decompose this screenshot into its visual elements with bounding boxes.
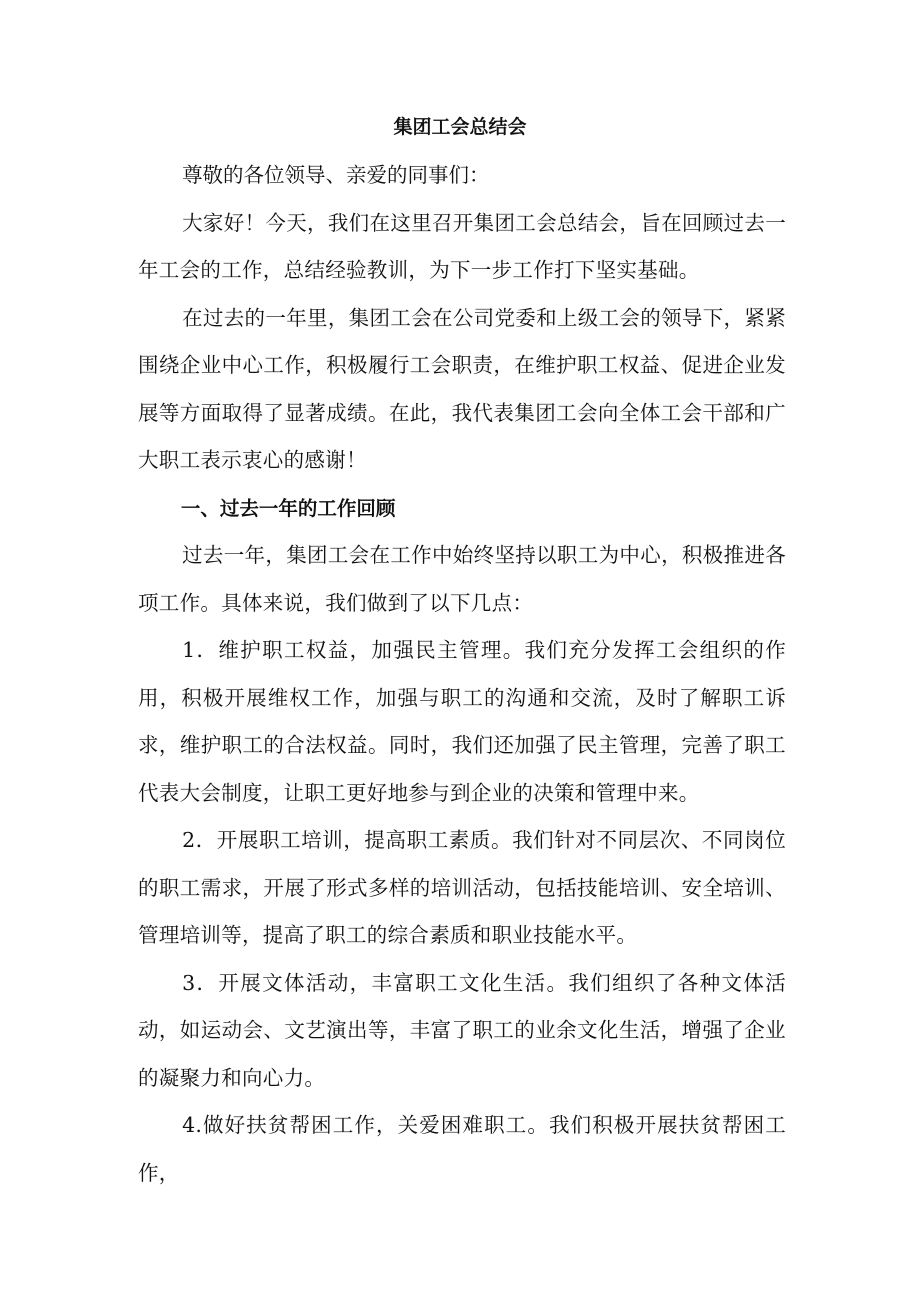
section-heading-review: 一、过去一年的工作回顾 [180, 496, 396, 520]
document-title: 集团工会总结会 [393, 116, 527, 138]
list-item-training: 2．开展职工培训，提高职工素质。我们针对不同层次、不同岗位的职工需求，开展了形式多样的培训活动，包括技能培训、安全培训、管理培训等，提高了职工的综合素质和职业技能水平。 [138, 828, 786, 947]
paragraph-review-intro: 过去一年，集团工会在工作中始终坚持以职工为中心，积极推进各项工作。具体来说，我们做到了以下几点： [138, 543, 786, 615]
document-body [138, 152, 786, 1197]
paragraph-greeting: 大家好！今天，我们在这里召开集团工会总结会，旨在回顾过去一年工会的工作，总结经验教训，为下一步工作打下坚实基础。 [138, 210, 786, 282]
list-item-poverty-relief: 4.做好扶贫帮困工作，关爱困难职工。我们积极开展扶贫帮困工作， [138, 1113, 786, 1185]
list-item-culture: 3．开展文体活动，丰富职工文化生活。我们组织了各种文体活动，如运动会、文艺演出等，丰富了职工的业余文化生活，增强了企业的凝聚力和向心力。 [138, 970, 786, 1090]
paragraph-achievements: 在过去的一年里，集团工会在公司党委和上级工会的领导下，紧紧围绕企业中心工作，积极履行工会职责，在维护职工权益、促进企业发展等方面取得了显著成绩。在此，我代表集团工会向全体工会干部和广大职工表示衷心的感谢！ [138, 305, 786, 472]
salutation: 尊敬的各位领导、亲爱的同事们： [182, 163, 490, 187]
list-item-rights: 1．维护职工权益，加强民主管理。我们充分发挥工会组织的作用，积极开展维权工作，加强与职工的沟通和交流，及时了解职工诉求，维护职工的合法权益。同时，我们还加强了民主管理，完善了职工代表大会制度，让职工更好地参与到企业的决策和管理中来。 [138, 638, 786, 805]
